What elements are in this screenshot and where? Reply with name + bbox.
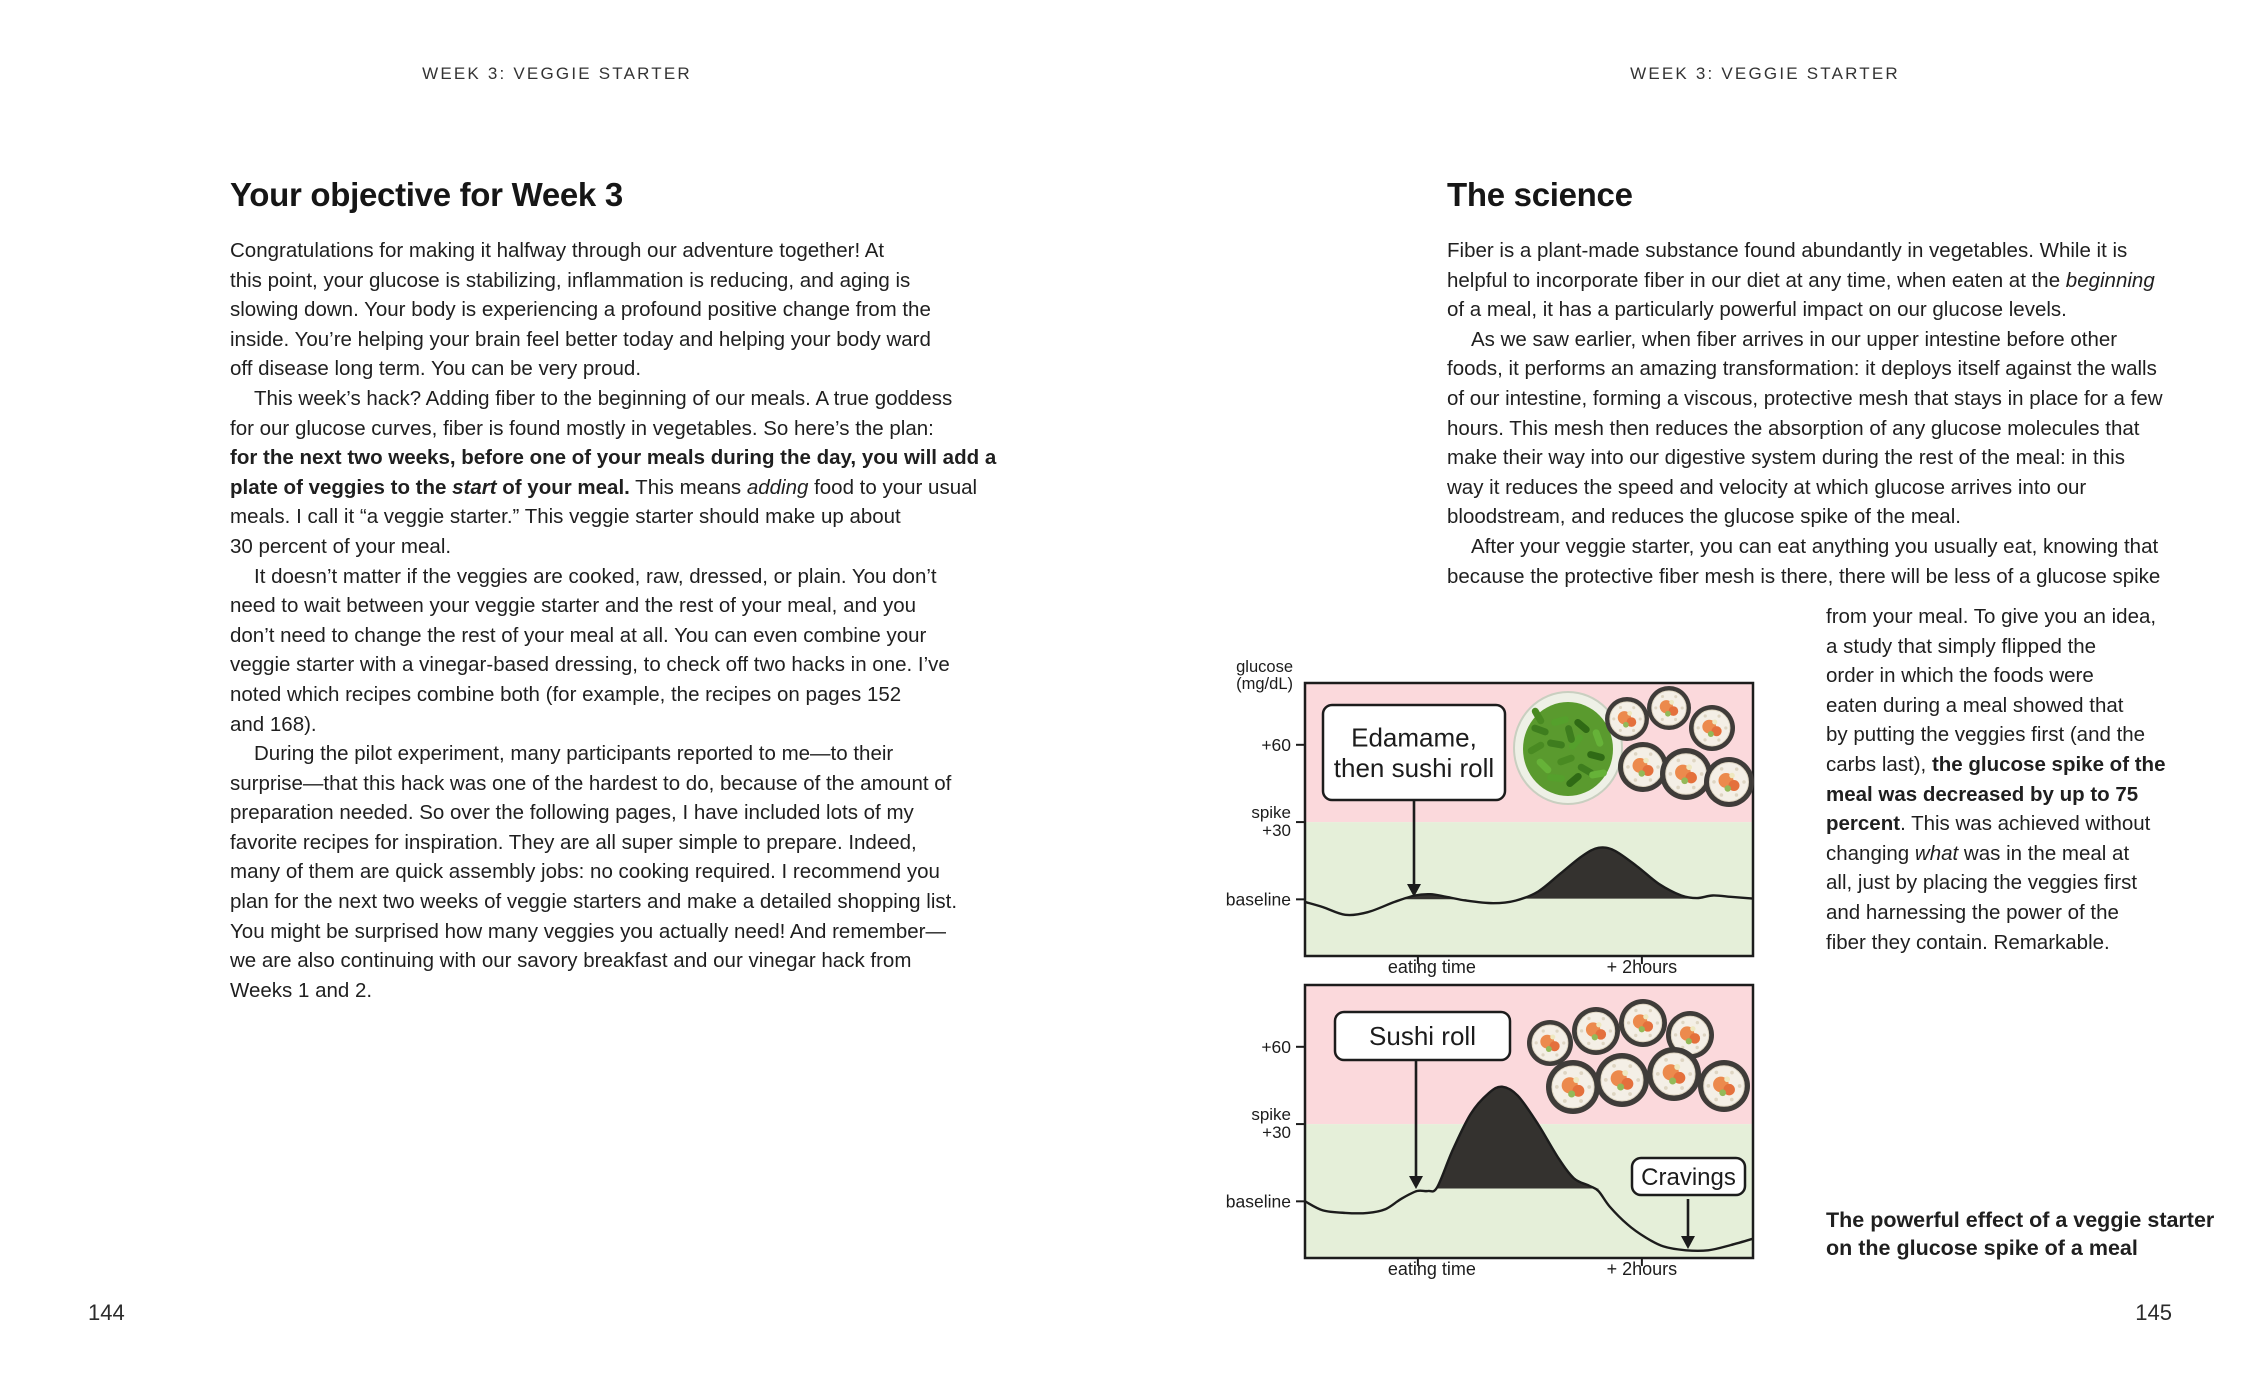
y-tick-label: spike [1251, 1105, 1291, 1125]
sushi-roll-image [1605, 697, 1649, 741]
y-tick-label: +30 [1262, 1123, 1291, 1143]
page-heading: Your objective for Week 3 [230, 176, 623, 213]
x-tick-label: eating time [1387, 957, 1476, 977]
sushi-roll-image [1660, 748, 1712, 800]
paragraph: After your veggie starter, you can eat anything you usually eat, knowing that because the protective fiber mesh is there, there will be less of a glucose spike [1447, 534, 2161, 588]
page-number: 144 [88, 1300, 125, 1325]
sushi-roll-image [1527, 1020, 1573, 1066]
edamame-bowl-image [1514, 692, 1622, 804]
running-head: WEEK 3: VEGGIE STARTER [1630, 64, 1900, 83]
y-tick-label: +60 [1261, 1036, 1291, 1057]
paragraph: Congratulations for making it halfway through our adventure together! At this point, your glucose is stabilizing, inflammation is reducing, and aging is slowing down. Your body is experiencing a profound positive change from the inside. You’re helping your brain feel better today and helping your body ward off disease long term. You can be very proud. [230, 239, 931, 381]
glucose-chart-veggie-first [1175, 660, 1795, 980]
y-tick-label: baseline [1225, 1191, 1291, 1212]
sushi-roll-image [1647, 686, 1691, 730]
x-tick-label: eating time [1387, 1259, 1476, 1279]
sushi-roll-image [1572, 1007, 1620, 1055]
x-tick-label: + 2hours [1606, 1259, 1678, 1279]
safe-zone [1305, 822, 1753, 956]
y-tick-label: spike [1251, 803, 1291, 823]
svg-text:Cravings: Cravings [1641, 1163, 1736, 1191]
page-number: 145 [2135, 1300, 2172, 1325]
x-tick-label: + 2hours [1606, 957, 1678, 977]
paragraph: During the pilot experiment, many participants reported to me—to their surprise—that this hack was one of the hardest to do, because of the amount of preparation needed. So over the following pages, I have included lots of my favorite recipes for inspiration. They are all super simple to prepare. Indeed, many of them are quick assembly jobs: no cooking required. I recommend you plan for the next two weeks of veggie starters and make a detailed shopping list. You might be surprised how many veggies you actually need! And remember— we are also continuing with our savory breakfast and our vinegar hack from Weeks 1 and 2. [230, 742, 958, 1002]
body-column [1447, 236, 2262, 591]
sushi-roll-image [1689, 705, 1735, 751]
running-head: WEEK 3: VEGGIE STARTER [422, 64, 692, 83]
y-tick-label: +30 [1262, 821, 1291, 841]
y-axis-title: (mg/dL) [1236, 675, 1293, 693]
page-heading: The science [1447, 176, 1633, 213]
figure-caption: The powerful effect of a veggie starter on the glucose spike of a meal [1826, 1208, 2215, 1260]
y-axis-title: glucose [1236, 660, 1293, 676]
sushi-roll-image [1698, 1060, 1750, 1112]
glucose-chart-sushi-only [1175, 962, 1795, 1282]
svg-text:Sushi roll: Sushi roll [1369, 1021, 1476, 1052]
sushi-roll-image [1619, 999, 1667, 1047]
y-tick-label: baseline [1225, 889, 1291, 910]
paragraph: This week’s hack? Adding fiber to the beginning of our meals. A true goddess for our glucose curves, fiber is found mostly in vegetables. So here’s the plan: for the next two weeks, before one of your meals during the day, you will add a plate of veggies to the start of your meal. This means adding food to your usual meals. I call it “a veggie starter.” This veggie starter should make up about 30 percent of your meal. [230, 386, 997, 558]
sushi-roll-image [1595, 1053, 1649, 1107]
svg-text:Edamame,: Edamame, [1351, 722, 1477, 753]
paragraph: As we saw earlier, when fiber arrives in our upper intestine before other foods, it performs an amazing transformation: it deploys itself against the walls of our intestine, forming a viscous, protective mesh that stays in place for a few hours. This mesh then reduces the absorption of any glucose molecules that make their way into our digestive system during the rest of the meal: in this way it reduces the speed and velocity at which glucose arrives into our bloodstream, and reduces the glucose spike of the meal. [1447, 327, 2163, 529]
svg-text:then sushi roll: then sushi roll [1333, 752, 1495, 783]
paragraph: Fiber is a plant-made substance found abundantly in vegetables. While it is helpful to incorporate fiber in our diet at any time, when eaten at the beginning of a meal, it has a particularly powerful impact on our glucose levels. [1447, 239, 2155, 322]
sushi-roll-image [1647, 1047, 1701, 1101]
sushi-roll-image [1704, 757, 1754, 807]
sushi-roll-image [1618, 742, 1668, 792]
sushi-roll-image [1546, 1060, 1600, 1114]
wrap-column: from your meal. To give you an idea, a study that simply flipped the order in which the foods were eaten during a meal showed that by putting the veggies first (and the carbs last), the glucose spike of the meal was decreased by up to 75 percent. This was achieved without changing what was in the meal at all, just by placing the veggies first and harnessing the power of the fiber they contain. Remarkable. [1826, 605, 2166, 954]
y-tick-label: +60 [1261, 734, 1291, 755]
body-column [230, 236, 1050, 1005]
paragraph: It doesn’t matter if the veggies are cooked, raw, dressed, or plain. You don’t need to wait between your veggie starter and the rest of your meal, and you don’t need to change the rest of your meal at all. You can even combine your veggie starter with a vinegar-based dressing, to check off two hacks in one. I’ve noted which recipes combine both (for example, the recipes on pages 152 and 168). [230, 564, 950, 736]
